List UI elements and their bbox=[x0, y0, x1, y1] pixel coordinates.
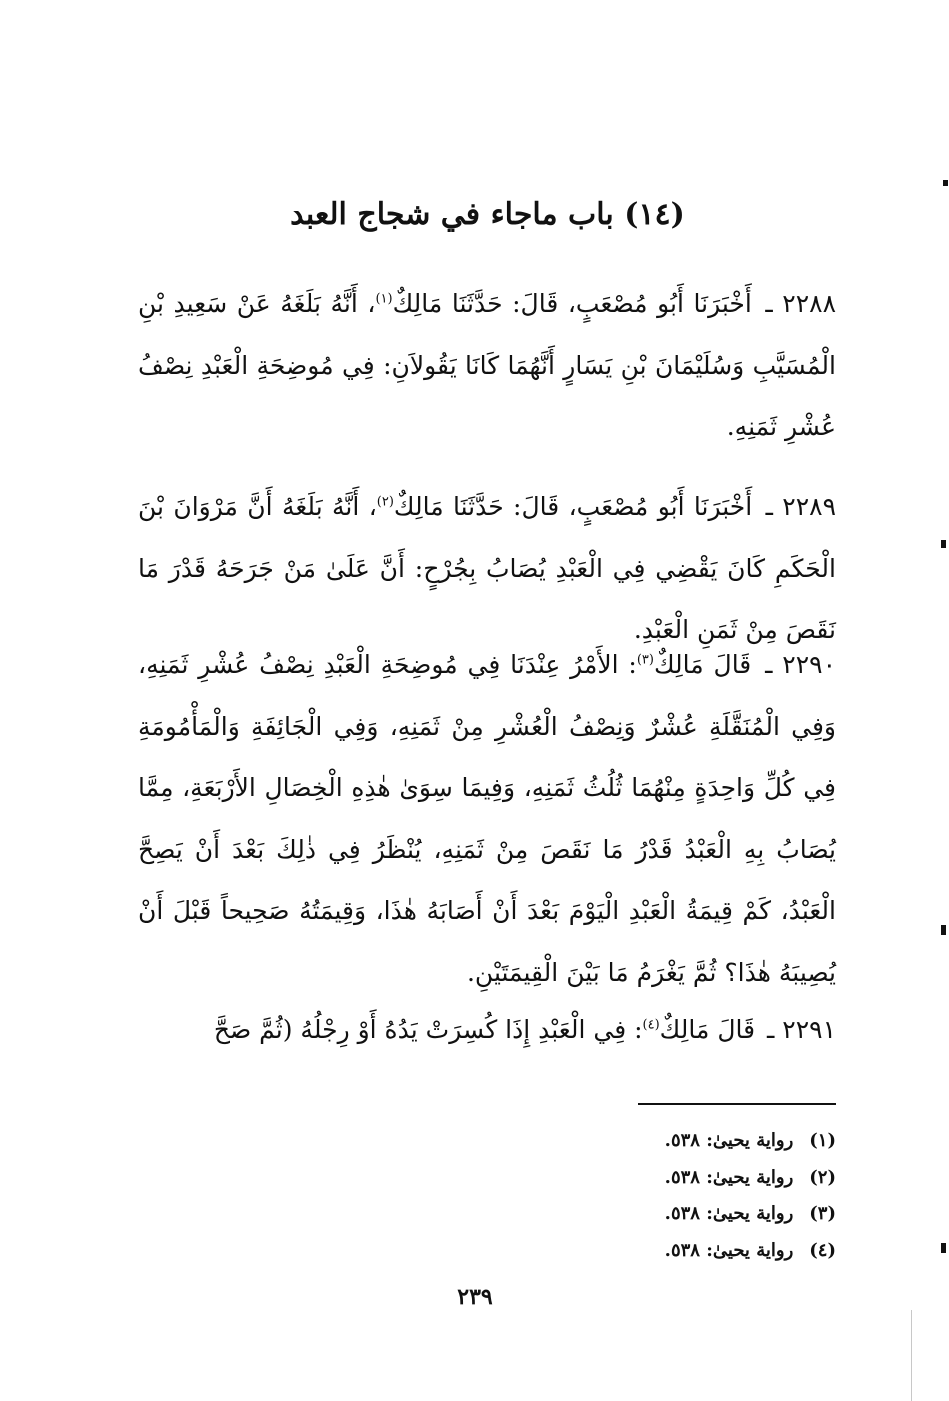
scan-edge-line bbox=[911, 1310, 912, 1401]
footnote-ref: (٣) bbox=[636, 652, 654, 668]
footnote-ref: (٢) bbox=[376, 494, 394, 510]
hadith-number: ٢٢٨٨ ـ bbox=[765, 289, 836, 318]
footnote-number: (٤) bbox=[809, 1239, 836, 1261]
footnote-item bbox=[400, 1233, 836, 1270]
hadith-number: ٢٢٩١ ـ bbox=[767, 1015, 836, 1044]
chapter-title: (١٤) باب ماجاء في شجاج العبد bbox=[290, 197, 685, 232]
footnote-item bbox=[400, 1160, 836, 1197]
hadith-text-rest: : الأَمْرُ عِنْدَنَا فِي مُوضِحَةِ الْعَبْدِ نِصْفُ عُشْرِ ثَمَنِهِ، وَفِي الْمُنَقَّلَةِ عُشْرٌ وَنِصْفُ الْعُشْرِ مِنْ ثَمَنِهِ، وَفِي الْجَائِفَةِ وَالْمَأْمُومَةِ فِي كُلِّ وَاحِدَةٍ مِنْهُمَا ثُلُثُ ثَمَنِهِ، وَفِيمَا سِوَىٰ هٰذِهِ الْخِصَالِ الأَرْبَعَةِ، مِمَّا يُصَابُ بِهِ الْعَبْدُ قَدْرُ مَا نَقَصَ مِنْ ثَمَنِهِ، يُنْظَرُ فِي ذٰلِكَ بَعْدَ أَنْ يَصِحَّ الْعَبْدُ، كَمْ قِيمَةُ الْعَبْدِ الْيَوْمَ بَعْدَ أَنْ أَصَابَهُ هٰذَا، وَقِيمَتُهُ صَحِيحاً قَبْلَ أَنْ يُصِيبَهُ هٰذَا؟ ثُمَّ يَغْرَمُ مَا بَيْنَ الْقِيمَتَيْنِ. bbox=[138, 650, 836, 987]
hadith-text-rest: ، أَنَّهُ بَلَغَهُ أَنَّ مَرْوَانَ بْنَ الْحَكَمِ كَانَ يَقْضِي فِي الْعَبْدِ يُصَابُ بِجُرْحٍ: أَنَّ عَلَىٰ مَنْ جَرَحَهُ قَدْرَ مَا نَقَصَ مِنْ ثَمَنِ الْعَبْدِ. bbox=[138, 492, 836, 644]
scan-edge-mark bbox=[941, 1243, 946, 1253]
hadith-text-start: أَخْبَرَنَا أَبُو مُصْعَبٍ، قَالَ: حَدَّثَنَا مَالِكٌ bbox=[393, 492, 753, 521]
hadith-number: ٢٢٩٠ ـ bbox=[765, 650, 837, 679]
scan-edge-mark bbox=[941, 925, 946, 935]
hadith-2290 bbox=[138, 634, 836, 1003]
footnote-item bbox=[400, 1123, 836, 1160]
footnote-separator bbox=[638, 1103, 836, 1105]
hadith-2291 bbox=[138, 999, 836, 1061]
hadith-number: ٢٢٨٩ ـ bbox=[765, 492, 836, 521]
footnote-ref: (٤) bbox=[642, 1017, 660, 1033]
footnote-number: (٣) bbox=[809, 1203, 836, 1224]
hadith-2288 bbox=[138, 273, 836, 458]
footnote-text: رواية يحيىٰ: ٥٣٨. bbox=[664, 1239, 794, 1261]
footnote-number: (٢) bbox=[809, 1166, 836, 1188]
footnote-text: رواية يحيىٰ: ٥٣٨. bbox=[664, 1166, 794, 1188]
hadith-text-rest: ، أَنَّهُ بَلَغَهُ عَنْ سَعِيدِ بْنِ الْمُسَيَّبِ وَسُلَيْمَانَ بْنِ يَسَارٍ أَنَّهُمَا كَانَا يَقُولاَنِ: فِي مُوضِحَةِ الْعَبْدِ نِصْفُ عُشْرِ ثَمَنِهِ. bbox=[138, 289, 836, 441]
hadith-text-rest: : فِي الْعَبْدِ إِذَا كُسِرَتْ يَدُهُ أَوْ رِجْلُهُ (ثُمَّ صَحَّ bbox=[213, 1015, 643, 1044]
footnote-ref: (١) bbox=[375, 291, 393, 307]
hadith-text-start: قَالَ مَالِكٌ bbox=[659, 1015, 756, 1044]
scan-edge-mark bbox=[943, 180, 948, 186]
footnote-number: (١) bbox=[809, 1130, 836, 1151]
page-number: ٢٣٩ bbox=[457, 1284, 493, 1310]
footnote-text: رواية يحيىٰ: ٥٣٨. bbox=[664, 1130, 794, 1151]
hadith-2289 bbox=[138, 476, 836, 661]
hadith-text-start: قَالَ مَالِكٌ bbox=[653, 650, 752, 679]
footnote-item bbox=[400, 1196, 836, 1233]
footnote-text: رواية يحيىٰ: ٥٣٨. bbox=[664, 1203, 794, 1224]
scan-edge-mark bbox=[941, 540, 946, 548]
footnotes-list bbox=[400, 1123, 836, 1269]
hadith-text-start: أَخْبَرَنَا أَبُو مُصْعَبٍ، قَالَ: حَدَّثَنَا مَالِكٌ bbox=[392, 289, 752, 318]
